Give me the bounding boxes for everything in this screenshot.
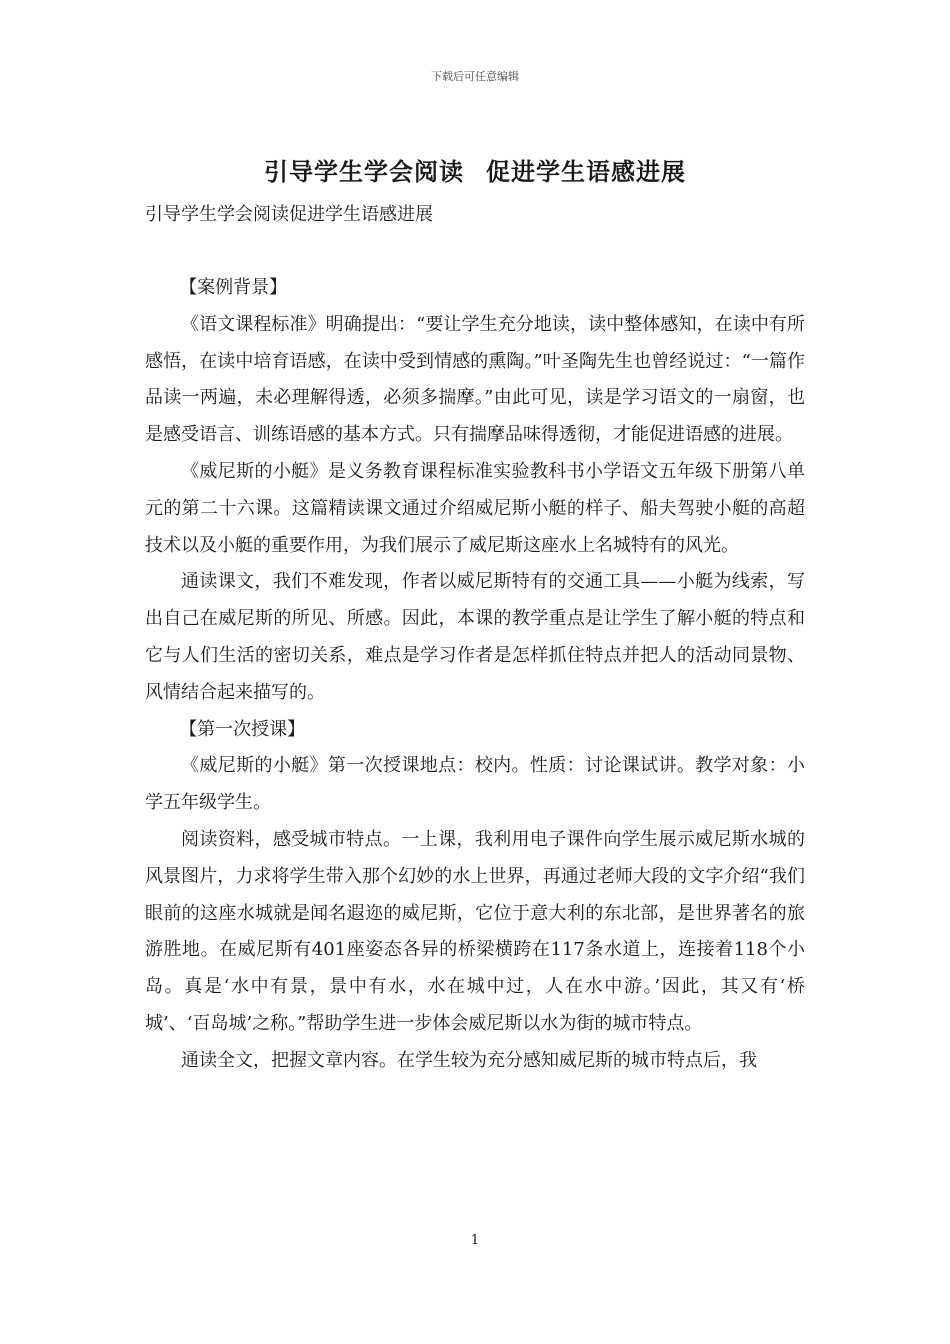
title-part-2: 促进学生语感进展: [486, 157, 686, 186]
subtitle: 引导学生学会阅读促进学生语感进展: [145, 204, 433, 225]
page-number: 1: [470, 1233, 480, 1248]
paragraph: 《威尼斯的小艇》第一次授课地点：校内。性质：讨论课试讲。教学对象：小学五年级学生。: [145, 755, 805, 814]
paragraph: 《威尼斯的小艇》是义务教育课程标准实验教科书小学语文五年级下册第八单元的第二十六课。这篇精读课文通过介绍威尼斯小艇的样子、船夫驾驶小艇的高超技术以及小艇的重要作用，为我们展示了威尼斯这座水上名城特有的风光。: [145, 460, 805, 556]
section-label-first-lesson: 【第一次授课】: [179, 718, 306, 740]
title-part-1: 引导学生学会阅读: [264, 157, 464, 186]
page-title: [0, 152, 950, 187]
document-body: [145, 270, 805, 1080]
section-label-background: 【案例背景】: [179, 277, 288, 298]
paragraph: 通读课文，我们不难发现，作者以威尼斯特有的交通工具——小艇为线索，写出自己在威尼斯的所见、所感。因此，本课的教学重点是让学生了解小艇的特点和它与人们生活的密切关系，难点是学习作者是怎样抓住特点并把人的活动同景物、风情结合起来描写的。: [145, 571, 805, 703]
paragraph: 阅读资料，感受城市特点。一上课，我利用电子课件向学生展示威尼斯水城的风景图片，力求将学生带入那个幻妙的水上世界，再通过老师大段的文字介绍“我们眼前的这座水城就是闻名遐迩的威尼斯，它位于意大利的东北部，是世界著名的旅游胜地。在威尼斯有401座姿态各异的桥梁横跨在117条水道上，连接着118个小岛。真是‘水中有景，景中有水，水在城中过，人在水中游。’因此，其又有‘桥城’、‘百岛城’之称。”帮助学生进一步体会威尼斯以水为街的城市特点。: [145, 828, 805, 1034]
header-note: 下载后可任意编辑: [431, 70, 519, 83]
paragraph: 《语文课程标准》明确提出：“要让学生充分地读，读中整体感知，在读中有所感悟，在读中培育语感，在读中受到情感的熏陶。”叶圣陶先生也曾经说过：“一篇作品读一两遍，未必理解得透，必须多揣摩。”由此可见，读是学习语文的一扇窗，也是感受语言、训练语感的基本方式。只有揣摩品味得透彻，才能促进语感的进展。: [145, 313, 805, 446]
paragraph: 通读全文，把握文章内容。在学生较为充分感知威尼斯的城市特点后，我: [181, 1049, 757, 1071]
